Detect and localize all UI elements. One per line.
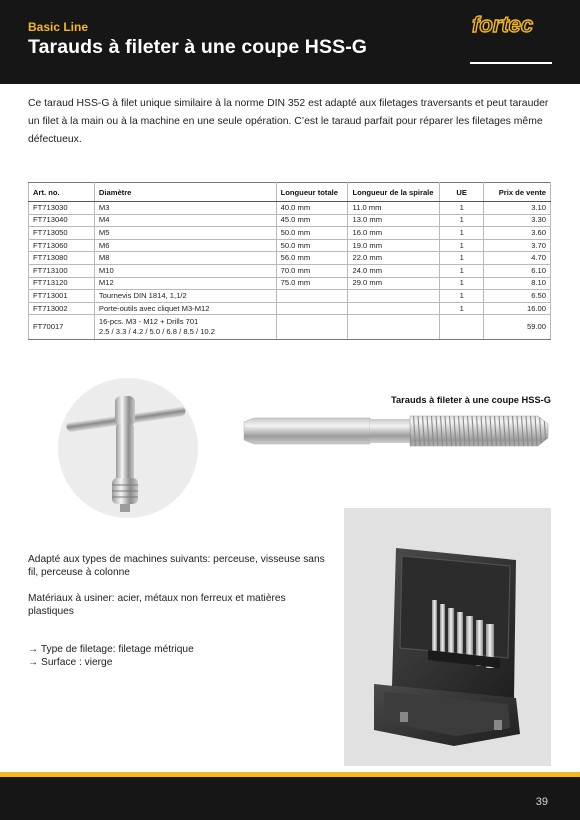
table-row: [29, 290, 551, 303]
table-cell: 1: [440, 202, 484, 215]
table-row: [29, 264, 551, 277]
table-cell: [94, 315, 276, 340]
table-cell: M6: [94, 239, 276, 252]
table-cell: 3.10: [484, 202, 551, 215]
table-cell: 50.0 mm: [276, 227, 348, 240]
table-cell: [276, 290, 348, 303]
table-cell: 1: [440, 264, 484, 277]
tap-set-case-photo: [344, 508, 551, 766]
table-cell: FT713030: [29, 202, 95, 215]
table-cell: FT713120: [29, 277, 95, 290]
table-cell: FT713060: [29, 239, 95, 252]
table-cell: 1: [440, 239, 484, 252]
table-row: [29, 214, 551, 227]
table-cell: 70.0 mm: [276, 264, 348, 277]
table-cell: 1: [440, 302, 484, 315]
table-cell: 22.0 mm: [348, 252, 440, 265]
table-row: [29, 277, 551, 290]
col-header-art-no: Art. no.: [29, 183, 95, 202]
tap-wrench-illustration: [58, 378, 198, 518]
table-cell: M10: [94, 264, 276, 277]
table-cell: [348, 302, 440, 315]
materials-text: Matériaux à usiner: acier, métaux non ferreux et matières plastiques: [28, 593, 286, 617]
table-cell: 8.10: [484, 277, 551, 290]
footer-band: [0, 772, 580, 820]
product-table: [28, 182, 551, 340]
table-cell: Tournevis DIN 1814, 1,1/2: [94, 290, 276, 303]
intro-paragraph: Ce taraud HSS-G à filet unique similaire à la norme DIN 352 est adapté aux filetages traversants et peut tarauder un filet à la main ou à la machine en une seule opération. C’est le taraud parfait pour réparer les filetages même défectueux.: [28, 98, 549, 145]
set-description-line1: 16-pcs. M3 - M12 + Drills 701: [98, 317, 199, 327]
logo-rule: [470, 62, 552, 64]
footer-accent-stripe: [0, 772, 580, 777]
table-cell: 75.0 mm: [276, 277, 348, 290]
table-cell: 13.0 mm: [348, 214, 440, 227]
table-cell: 24.0 mm: [348, 264, 440, 277]
table-cell: 56.0 mm: [276, 252, 348, 265]
series-label: Basic Line: [28, 20, 89, 34]
table-cell: Porte-outils avec cliquet M3-M12: [94, 302, 276, 315]
page-number: 39: [535, 796, 548, 808]
col-header-total-length: Longueur totale: [276, 183, 348, 202]
table-cell: FT713001: [29, 290, 95, 303]
tap-holder-photo: [58, 378, 198, 518]
col-header-diameter: Diamètre: [94, 183, 276, 202]
col-header-price: Prix de vente: [484, 183, 551, 202]
table-row: [29, 302, 551, 315]
tap-set-case-illustration: [344, 508, 551, 766]
table-cell: 3.70: [484, 239, 551, 252]
table-cell: 4.70: [484, 252, 551, 265]
table-cell: FT713040: [29, 214, 95, 227]
table-cell: 1: [440, 290, 484, 303]
col-header-spiral-length: Longueur de la spirale: [348, 183, 440, 202]
page-title: Tarauds à fileter à une coupe HSS-G: [28, 36, 368, 58]
table-cell: 16.00: [484, 302, 551, 315]
table-cell: [348, 290, 440, 303]
svg-text:fortec: fortec: [472, 12, 534, 37]
table-cell: 1: [440, 227, 484, 240]
table-row: [29, 227, 551, 240]
table-cell: 6.10: [484, 264, 551, 277]
table-cell: M4: [94, 214, 276, 227]
table-cell: 19.0 mm: [348, 239, 440, 252]
table-cell: [276, 315, 348, 340]
set-description-line2: 2.5 / 3.3 / 4.2 / 5.0 / 6.8 / 8.5 / 10.2: [98, 327, 215, 337]
table-cell: 3.60: [484, 227, 551, 240]
table-cell: 1: [440, 277, 484, 290]
table-header-row: [29, 183, 551, 202]
table-cell: 1: [440, 214, 484, 227]
table-cell: 50.0 mm: [276, 239, 348, 252]
table-cell: FT713050: [29, 227, 95, 240]
table-cell: FT713002: [29, 302, 95, 315]
table-cell: [348, 315, 440, 340]
table-cell: [276, 302, 348, 315]
table-cell: 59.00: [484, 315, 551, 340]
tap-caption: Tarauds à fileter à une coupe HSS-G: [391, 395, 551, 405]
col-header-ue: UE: [440, 183, 484, 202]
table-row: [29, 239, 551, 252]
table-row: [29, 252, 551, 265]
table-cell: M8: [94, 252, 276, 265]
table-cell: [440, 315, 484, 340]
bullet-thread-type: → Type de filetage: filetage métrique: [28, 644, 194, 655]
table-cell: M5: [94, 227, 276, 240]
table-cell: 45.0 mm: [276, 214, 348, 227]
table-row: [29, 315, 551, 340]
fortec-logo: [470, 12, 550, 38]
machines-text: Adapté aux types de machines suivants: perceuse, visseuse sans fil, perceuse à colonne: [28, 554, 325, 578]
table-cell: M12: [94, 277, 276, 290]
table-row: [29, 202, 551, 215]
table-cell: FT70017: [29, 315, 95, 340]
table-cell: 3.30: [484, 214, 551, 227]
table-cell: 29.0 mm: [348, 277, 440, 290]
tap-illustration: [242, 408, 552, 454]
bullet-surface: → Surface : vierge: [28, 657, 113, 668]
table-cell: 11.0 mm: [348, 202, 440, 215]
table-cell: FT713080: [29, 252, 95, 265]
table-cell: 16.0 mm: [348, 227, 440, 240]
table-cell: FT713100: [29, 264, 95, 277]
table-cell: 40.0 mm: [276, 202, 348, 215]
table-cell: M3: [94, 202, 276, 215]
table-cell: 1: [440, 252, 484, 265]
table-cell: 6.50: [484, 290, 551, 303]
